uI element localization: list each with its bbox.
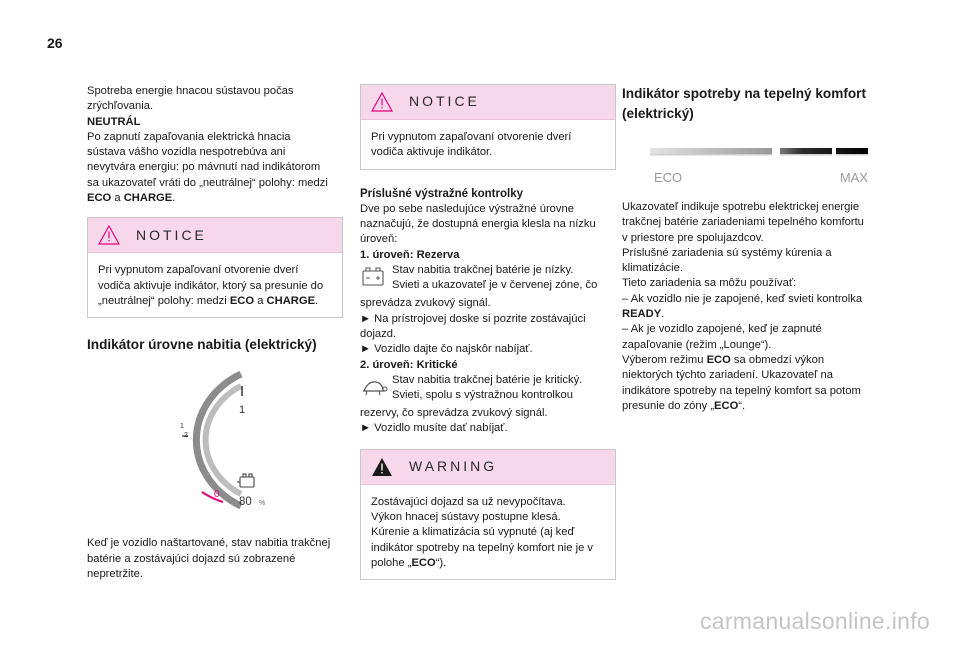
neutral-line: sa ukazovateľ vráti do „neutrálnej“ polohy: medzi — [87, 176, 328, 189]
warning-header — [361, 450, 615, 485]
warning-line: Zostávajúci dojazd sa už nevypočítava. — [371, 495, 566, 508]
period: . — [661, 308, 665, 321]
conj: a — [254, 294, 267, 307]
notice-line: vodiča aktivuje indikátor, ktorý sa presunie do — [98, 279, 324, 292]
comfort-bar — [622, 134, 878, 194]
body-line: v priestore pre spolujazdcov. — [622, 231, 764, 244]
notice-title: NOTICE — [136, 226, 207, 243]
level2-line: Stav nabitia trakčnej batérie je kritický. — [392, 373, 583, 386]
text: “. — [738, 399, 746, 412]
charge-term: CHARGE — [123, 192, 173, 205]
eco-term: ECO — [87, 192, 112, 205]
body-line: zapaľovanie (režim „Lounge“). — [622, 338, 772, 351]
text: sa obmedzí výkon — [730, 353, 825, 366]
warning-line: indikátor spotreby na tepelný komfort nie je v — [371, 541, 594, 554]
period: . — [315, 294, 319, 307]
battery-icon — [360, 263, 392, 296]
neutral-title: NEUTRÁL — [87, 115, 141, 128]
intro-line: naznačujú, že dostupná energia klesla na nízku — [360, 218, 596, 231]
body-line: – Ak vozidlo nie je zapojené, keď svieti kontrolka — [622, 292, 863, 305]
level1-line: Stav nabitia trakčnej batérie je nízky. — [392, 264, 574, 277]
section-heading — [622, 84, 878, 124]
level1-line: dojazd. — [360, 327, 397, 340]
notice-line: Pri vypnutom zapaľovaní otvorenie dverí — [98, 264, 299, 277]
text: presunie do zóny „ — [622, 399, 715, 412]
bar-label-max: MAX — [839, 170, 868, 185]
text: „neutrálnej“ polohy: medzi — [98, 294, 230, 307]
body-line: niektorých týchto zariadení. Ukazovateľ na — [622, 369, 833, 382]
warning-title: WARNING — [409, 458, 498, 475]
level2-title: 2. úroveň: Kritické — [360, 358, 458, 371]
body-line: Príslušné zariadenia sú systémy kúrenia a — [622, 246, 832, 259]
gauge-label-half-den: 2 — [184, 432, 188, 440]
section-heading: Indikátor úrovne nabitia (elektrický) — [87, 337, 317, 353]
notice-header — [361, 85, 615, 120]
heading-line: (elektrický) — [622, 106, 694, 121]
warning-triangle-icon — [98, 225, 120, 245]
ready-line — [622, 307, 878, 322]
heading-line: Indikátor spotreby na tepelný komfort — [622, 86, 866, 101]
body-line: klimatizácie. — [622, 262, 683, 275]
charge-gauge — [87, 368, 343, 518]
intro-line: Dve po sebe nasledujúce výstražné úrovne — [360, 202, 574, 215]
section-heading: Príslušné výstražné kontrolky — [360, 187, 523, 200]
notice-header — [88, 218, 342, 253]
bar-label-eco: ECO — [654, 170, 683, 185]
outro-line: Keď je vozidlo naštartované, stav nabitia trakčnej — [87, 537, 331, 550]
period: . — [172, 192, 176, 205]
outro-line: nepretržite. — [87, 567, 143, 580]
notice-box — [360, 84, 616, 170]
eco-term: ECO — [411, 556, 436, 569]
eco-term: ECO — [714, 399, 739, 412]
warning-line: Kúrenie a klimatizácia sú vypnuté (aj keď — [371, 526, 575, 539]
notice-line: Pri vypnutom zapaľovaní otvorenie dverí — [371, 131, 572, 143]
level1-line: Svieti a ukazovateľ je v červenej zóne, čo — [392, 279, 598, 292]
battery-plug-icon — [237, 474, 254, 487]
conj: a — [111, 192, 124, 205]
body-line: trakčnej batérie zariadeniami tepelného komfortu — [622, 216, 864, 229]
watermark[interactable]: carmanualsonline.info — [699, 608, 930, 634]
neutral-line-last — [87, 191, 343, 206]
neutral-line: Po zapnutí zapaľovania elektrická hnacia — [87, 130, 291, 143]
gauge-label-zero: 0 — [214, 489, 220, 501]
neutral-line: sústava vášho vozidla nespotrebúva ani — [87, 146, 286, 159]
notice-title: NOTICE — [409, 93, 480, 110]
warning-line: Výkon hnacej sústavy postupne klesá. — [371, 511, 561, 524]
level1-title: 1. úroveň: Rezerva — [360, 248, 460, 261]
notice-body — [88, 253, 342, 317]
notice-line-last — [98, 294, 332, 309]
column-3 — [622, 84, 878, 414]
level2-line: ► Vozidlo musíte dať nabíjať. — [360, 422, 508, 435]
gauge-label-half-num: 1 — [180, 423, 184, 431]
level2-icon-row — [360, 373, 616, 406]
warning-box — [360, 449, 616, 580]
level1-line: ► Vozidlo dajte čo najskôr nabíjať. — [360, 343, 533, 356]
warning-triangle-filled-icon — [371, 457, 393, 477]
gauge-value: 80 — [239, 496, 252, 509]
body-line: Tieto zariadenia sa môžu používať: — [622, 277, 797, 290]
eco-term: ECO — [229, 294, 255, 307]
gauge-unit: % — [259, 500, 266, 508]
level1-line: ► Na prístrojovej doske si pozrite zostávajúci — [360, 312, 586, 325]
charge-term: CHARGE — [266, 294, 316, 307]
page-number: 26 — [47, 35, 63, 51]
warning-triangle-icon — [371, 92, 393, 112]
notice-box — [87, 217, 343, 318]
column-1 — [87, 84, 343, 582]
intro-line: zrýchľovania. — [87, 100, 154, 113]
eco-line — [622, 353, 878, 368]
level1-line: sprevádza zvukový signál. — [360, 297, 491, 310]
level2-line: rezervy, čo sprevádza zvukový signál. — [360, 407, 548, 420]
intro-line: úroveň: — [360, 233, 398, 246]
neutral-line: nevytvára energiu: po mávnutí nad indikátorom — [87, 161, 321, 174]
comfort-bar-graphic — [622, 134, 878, 194]
gauge-graphic — [87, 368, 343, 518]
body-line: – Ak je vozidlo zapojené, keď je zapnuté — [622, 323, 822, 336]
level2-line: Svieti, spolu s výstražnou kontrolkou — [392, 389, 573, 402]
body-line: indikátore spotreby na tepelný komfort sa potom — [622, 384, 861, 397]
notice-line: vodiča aktivuje indikátor. — [371, 146, 493, 159]
last-line — [622, 399, 878, 414]
eco-term: ECO — [706, 353, 731, 366]
text: polohe „ — [371, 556, 412, 569]
text: “). — [435, 556, 447, 569]
outro-line: batérie a zostávajúci dojazd sú zobrazené — [87, 552, 296, 565]
intro-line: Spotreba energie hnacou sústavou počas — [87, 85, 294, 97]
gauge-label-full: 1 — [238, 404, 246, 417]
warning-body — [361, 485, 615, 579]
notice-body — [361, 120, 615, 169]
column-2 — [360, 84, 616, 588]
body-line: Ukazovateľ indikuje spotrebu elektrickej energie — [622, 201, 860, 213]
ready-term: READY — [622, 308, 662, 321]
warning-line-last — [371, 556, 605, 571]
turtle-icon — [360, 373, 392, 406]
level1-icon-row — [360, 263, 616, 296]
text: Výberom režimu — [622, 353, 707, 366]
